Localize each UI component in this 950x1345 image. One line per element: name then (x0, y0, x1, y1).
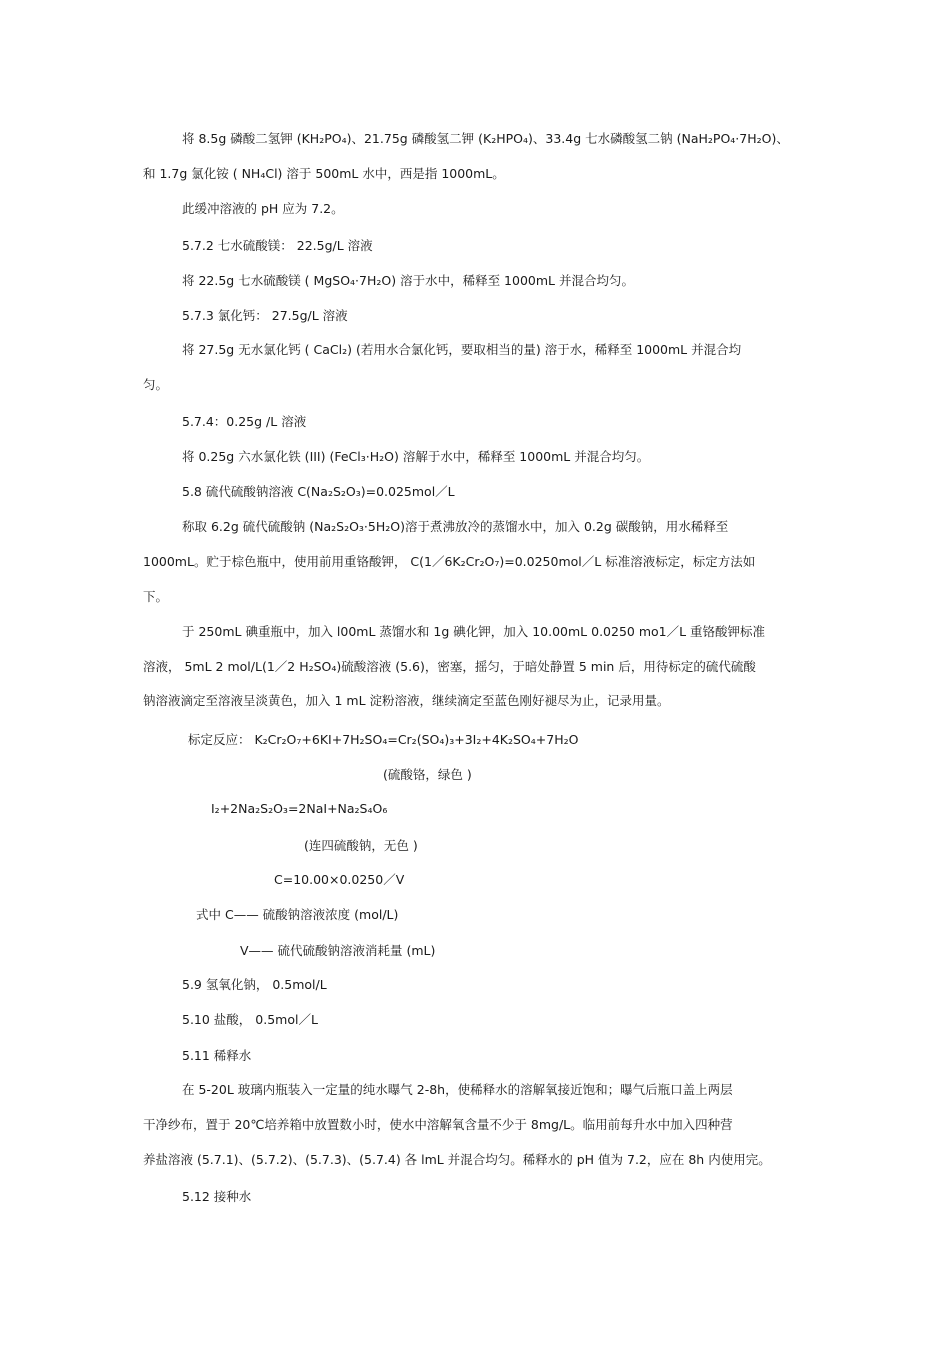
text-line: 1000mL。贮于棕色瓶中，使用前用重铬酸钾， C(1／6K₂Cr₂O₇)=0.0250mol／L 标准溶液标定，标定方法如 (143, 554, 756, 569)
section-heading: 5.11 稀释水 (182, 1048, 252, 1063)
formula-legend: 式中 C—— 硫酸钠溶液浓度 (mol/L) (196, 907, 399, 922)
text-line: 将 0.25g 六水氯化铁 (III) (FeCl₃·H₂O) 溶解于水中，稀释至 1000mL 并混合均匀。 (182, 449, 650, 464)
text-line: 称取 6.2g 硫代硫酸钠 (Na₂S₂O₃·5H₂O)溶于煮沸放冷的蒸馏水中，加入 0.2g 碳酸钠，用水稀释至 (182, 519, 729, 534)
text-line: 此缓冲溶液的 pH 应为 7.2。 (182, 201, 344, 216)
formula-legend: V—— 硫代硫酸钠溶液消耗量 (mL) (240, 943, 436, 958)
equation-annotation: (硫酸铬，绿色 ) (383, 767, 472, 782)
equation-line: 标定反应： K₂Cr₂O₇+6KI+7H₂SO₄=Cr₂(SO₄)₃+3I₂+4K₂SO₄+7H₂O (188, 732, 579, 747)
text-line: 在 5-20L 玻璃内瓶装入一定量的纯水曝气 2-8h，使稀释水的溶解氧接近饱和；曝气后瓶口盖上两层 (182, 1082, 733, 1097)
equation-line: I₂+2Na₂S₂O₃=2NaI+Na₂S₄O₆ (211, 801, 388, 816)
formula-line: C=10.00×0.0250／V (274, 872, 405, 887)
text-line: 将 22.5g 七水硫酸镁 ( MgSO₄·7H₂O) 溶于水中，稀释至 1000mL 并混合均匀。 (182, 273, 634, 288)
section-heading: 5.7.3 氯化钙： 27.5g/L 溶液 (182, 308, 348, 323)
text-line: 匀。 (143, 377, 169, 392)
section-heading: 5.7.4：0.25g /L 溶液 (182, 414, 307, 429)
text-line: 钠溶液滴定至溶液呈淡黄色，加入 1 mL 淀粉溶液，继续滴定至蓝色刚好褪尽为止，记录用量。 (143, 693, 670, 708)
section-heading: 5.7.2 七水硫酸镁： 22.5g/L 溶液 (182, 238, 373, 253)
text-line: 和 1.7g 氯化铵 ( NH₄Cl) 溶于 500mL 水中，西是指 1000mL。 (143, 166, 505, 181)
section-heading: 5.8 硫代硫酸钠溶液 C(Na₂S₂O₃)=0.025mol／L (182, 484, 455, 499)
equation-annotation: (连四硫酸钠，无色 ) (304, 838, 418, 853)
text-line: 于 250mL 碘重瓶中，加入 l00mL 蒸馏水和 1g 碘化钾，加入 10.00mL 0.0250 mo1／L 重铬酸钾标准 (182, 624, 766, 639)
text-line: 养盐溶液 (5.7.1)、(5.7.2)、(5.7.3)、(5.7.4) 各 lmL 并混合均匀。稀释水的 pH 值为 7.2，应在 8h 内使用完。 (143, 1152, 771, 1167)
text-line: 干净纱布，置于 20℃培养箱中放置数小时，使水中溶解氧含量不少于 8mg/L。临用前每升水中加入四种营 (143, 1117, 733, 1132)
text-line: 将 8.5g 磷酸二氢钾 (KH₂PO₄)、21.75g 磷酸氢二钾 (K₂HPO₄)、33.4g 七水磷酸氢二钠 (NaH₂PO₄·7H₂O)、 (182, 131, 789, 146)
section-heading: 5.12 接种水 (182, 1189, 252, 1204)
text-line: 溶液， 5mL 2 mol/L(1／2 H₂SO₄)硫酸溶液 (5.6)，密塞，摇匀，于暗处静置 5 min 后，用待标定的硫代硫酸 (143, 659, 756, 674)
text-line: 将 27.5g 无水氯化钙 ( CaCl₂) (若用水合氯化钙，要取相当的量) 溶于水，稀释至 1000mL 并混合均 (182, 342, 742, 357)
text-line: 下。 (143, 589, 169, 604)
section-heading: 5.10 盐酸， 0.5mol／L (182, 1012, 318, 1027)
section-heading: 5.9 氢氧化钠， 0.5mol/L (182, 977, 327, 992)
